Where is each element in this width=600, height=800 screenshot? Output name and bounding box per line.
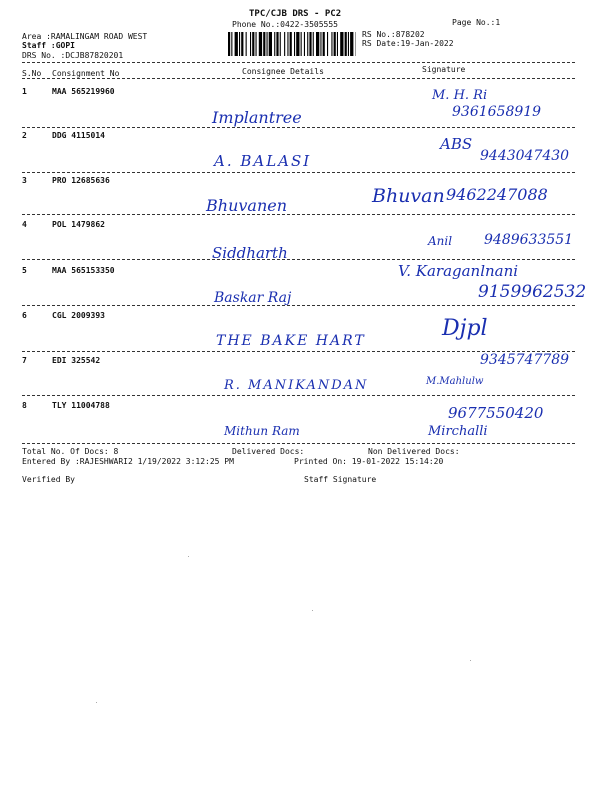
- document-title: TPC/CJB DRS - PC2: [249, 9, 342, 19]
- consignment-number: DDG 4115014: [52, 131, 105, 140]
- column-header-consignee: Consignee Details: [242, 67, 324, 76]
- row-divider: [22, 214, 575, 215]
- total-docs: Total No. Of Docs: 8: [22, 447, 119, 456]
- phone-handwriting: 9443047430: [480, 148, 570, 164]
- column-header-consignment: Consignment No: [52, 69, 120, 78]
- scan-speck: [96, 702, 97, 703]
- rs-date: RS Date:19-Jan-2022: [362, 39, 454, 48]
- page-number: Page No.:1: [452, 18, 501, 27]
- consignee-handwriting: A. BALASI: [214, 152, 312, 170]
- row-sno: 1: [22, 87, 27, 96]
- printed-on: Printed On: 19-01-2022 15:14:20: [294, 457, 444, 466]
- signature-handwriting: V. Karaganlnani: [398, 262, 519, 280]
- drs-number: DRS No. :DCJB87820201: [22, 51, 124, 60]
- signature-handwriting: ABS: [440, 135, 473, 153]
- row-divider: [22, 172, 575, 173]
- consignment-number: MAA 565219960: [52, 87, 115, 96]
- rs-number: RS No.:878202: [362, 30, 425, 39]
- staff-label: Staff :GOPI: [22, 41, 75, 50]
- signature-handwriting: M.Mahlulw: [426, 376, 484, 387]
- row-divider: [22, 443, 575, 444]
- signature-handwriting: Anil: [428, 234, 453, 248]
- scan-speck: [188, 556, 189, 557]
- consignment-number: TLY 11004788: [52, 401, 110, 410]
- phone-number: Phone No.:0422-3505555: [232, 20, 338, 29]
- row-divider: [22, 259, 575, 260]
- area-label: Area :RAMALINGAM ROAD WEST: [22, 32, 148, 41]
- row-sno: 5: [22, 266, 27, 275]
- non-delivered-docs: Non Delivered Docs:: [368, 447, 460, 456]
- phone-handwriting: 9361658919: [452, 104, 542, 120]
- consignee-handwriting: Bhuvanen: [206, 196, 288, 215]
- row-divider: [22, 305, 575, 306]
- consignment-number: CGL 2009393: [52, 311, 105, 320]
- staff-signature-label: Staff Signature: [304, 475, 377, 484]
- row-sno: 3: [22, 176, 27, 185]
- consignee-handwriting: Implantree: [212, 108, 302, 127]
- consignment-number: EDI 325542: [52, 356, 101, 365]
- header-rule: [22, 62, 575, 63]
- consignee-handwriting: R. MANIKANDAN: [224, 378, 369, 393]
- consignee-handwriting: Baskar Raj: [214, 290, 292, 306]
- row-sno: 7: [22, 356, 27, 365]
- consignee-handwriting: Mithun Ram: [224, 424, 300, 438]
- entered-by: Entered By :RAJESHWARI2 1/19/2022 3:12:25 PM: [22, 457, 234, 466]
- scan-speck: [470, 660, 471, 661]
- consignee-handwriting: Siddharth: [212, 244, 288, 262]
- phone-handwriting: 9462247088: [446, 185, 548, 204]
- phone-handwriting: 9489633551: [484, 232, 574, 248]
- row-divider: [22, 127, 575, 128]
- phone-handwriting: 9159962532: [478, 282, 587, 302]
- row-sno: 6: [22, 311, 27, 320]
- signature-handwriting: Mirchalli: [428, 424, 488, 439]
- barcode-image: [228, 32, 356, 56]
- signature-handwriting: Djpl: [442, 316, 488, 341]
- scan-speck: [312, 610, 313, 611]
- phone-handwriting: 9677550420: [448, 404, 544, 422]
- consignment-number: POL 1479862: [52, 220, 105, 229]
- row-sno: 4: [22, 220, 27, 229]
- column-header-rule: [22, 78, 575, 79]
- row-sno: 2: [22, 131, 27, 140]
- consignment-number: PRO 12685636: [52, 176, 110, 185]
- row-sno: 8: [22, 401, 27, 410]
- signature-handwriting: Bhuvan: [372, 185, 445, 207]
- signature-handwriting: M. H. Ri: [432, 88, 488, 103]
- consignment-number: MAA 565153350: [52, 266, 115, 275]
- column-header-sno: S.No: [22, 69, 42, 78]
- consignee-handwriting: THE BAKE HART: [216, 333, 366, 349]
- verified-by-label: Verified By: [22, 475, 75, 484]
- phone-handwriting: 9345747789: [480, 352, 570, 368]
- delivered-docs: Delivered Docs:: [232, 447, 305, 456]
- column-header-signature: Signature: [422, 65, 466, 74]
- row-divider: [22, 395, 575, 396]
